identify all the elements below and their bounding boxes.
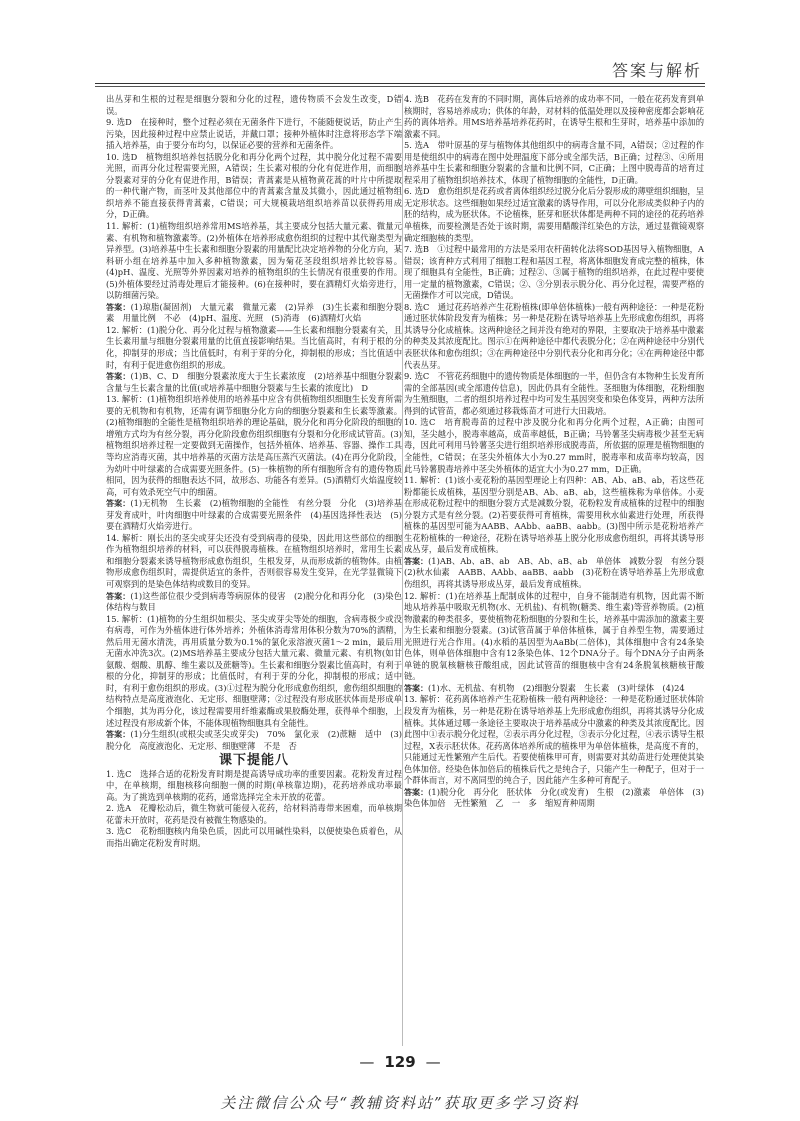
solution-paragraph: 14. 解析：刚长出的茎尖或芽尖还没有受到病毒的侵染，因此用这些部位的细胞作为植物组织培养的材料，可以获得脱毒植株。在植物组织培养时，常用生长素和细胞分裂素来诱导植物形成愈伤组织，生根发芽，从而形成新的植物体。由植物形成愈伤组织时，需提供适宜的条件，否则很容易发生变异，在光学显微镜下可观察到的是染色体结构或数目的变异。 xyxy=(106,532,402,589)
solution-paragraph: 12. 解析：(1)脱分化、再分化过程与植物激素——生长素和细胞分裂素有关，且生长素用量与细胞分裂素用量的比值直接影响结果。当比值高时，有利于根的分化，抑制芽的形成；当比值低时，有利于芽的分化，抑制根的形成；当比值适中时，有利于促进愈伤组织的形成。 xyxy=(106,324,402,370)
header-rule xyxy=(95,83,705,84)
column-divider xyxy=(402,94,403,1046)
solution-paragraph: 15. 解析：(1)植物的分生组织如根尖、茎尖或芽尖等处的细胞，含病毒极少或没有病毒，可作为外植体进行体外培养；外植体消毒常用体积分数为70%的酒精，然后用无菌水清洗，再用质量分数为0.1%的氯化汞溶液灭菌1～2 min，最后用无菌水冲洗3次。(2)MS培养基主要成分包括大量元素、微量元素、有机物(如甘氨酸、烟酸、肌醇、维生素以及蔗糖等)。生长素和细胞分裂素比值高时，有利于根的分化，抑制芽的形成；比值低时，有利于芽的分化，抑制根的形成；适中时，有利于愈伤组织的形成。(3)①过程为脱分化形成愈伤组织，愈伤组织细胞的结构特点是高度液泡化、无定形、细胞壁薄；②过程没有形成胚状体而是形成单个细胞，其为再分化，该过程需要用纤维素酶或果胶酶处理，获得单个细胞，上述过程没有形成新个体，不能体现植物细胞具有全能性。 xyxy=(106,613,402,728)
solution-paragraph: 出丛芽和生根的过程是细胞分裂和分化的过程，遗传物质不会发生改变，D错误。 xyxy=(106,94,402,116)
solution-paragraph: 11. 解析：(1)植物组织培养常用MS培养基，其主要成分包括大量元素、微量元素、有机物和植物激素等。(2)外植体在培养形成愈伤组织的过程中其代谢类型为异养型。(3)培养基中生长素和细胞分裂素的用量配比决定培养物的分化方向，某科研小组在培养基中加入多种植物激素，因为菊花茎段组织培养比较容易。(4)pH、温度、光照等外界因素对培养的植物组织的生长情况有很重要的作用。(5)外植体要经过消毒处理后才能接种。(6)在接种时，要在酒精灯火焰旁进行，以防细菌污染。 xyxy=(106,221,402,301)
solution-paragraph: 2. 选A 花瓣松动后，微生物就可能侵入花药，给材料消毒带来困难，而单核期花蕾未开放时，花药是没有被微生物感染的。 xyxy=(106,803,402,825)
answer-label: 答案： xyxy=(404,683,428,693)
solution-paragraph: 5. 选A 带叶原基的芽与植物体其他组织中的病毒含量不同，A错误；②过程的作用是使组织中的病毒在图中处理温度下部分或全部失活，B正确；过程③、④所用培养基中生长素和细胞分裂素的含量和比例不同，C正确；上图中脱毒苗的培育过程采用了植物组织培养技术，体现了植物细胞的全能性，D正确。 xyxy=(404,140,704,185)
answer-text: (1)这些部位很少受到病毒等病原体的侵害 (2)脱分化和再分化 (3)染色体结构与数目 xyxy=(106,590,402,613)
answer-text: (1)水、无机盐、有机物 (2)细胞分裂素 生长素 (3)叶绿体 (4)24 xyxy=(428,682,685,693)
answer-line xyxy=(106,729,402,752)
answer-label: 答案： xyxy=(106,499,131,509)
answer-label: 答案： xyxy=(404,787,429,797)
solution-paragraph: 12. 解析：(1)在培养基上配制成体的过程中，自身不能制造有机物，因此需不断地从培养基中吸取无机物(水、无机盐)、有机物(糖类、维生素)等营养物质。(2)植物激素的种类很多，要使植物花粉细胞的分裂和生长，培养基中需添加的激素主要为生长素和细胞分裂素。(3)试管苗属于单倍体植株，属于自养型生物，需要通过光照进行光合作用。(4)水稻的基因型为AaBb(二倍体)，其体细胞中含有24条染色体，则单倍体细胞中含有12条染色体、12个DNA分子。每个DNA分子由两条单链的脱氧核糖核苷酸组成，因此试管苗的细胞核中含有24条脱氧核糖核苷酸链。 xyxy=(404,590,704,682)
solution-paragraph: 10. 选D 植物组织培养包括脱分化和再分化两个过程，其中脱分化过程不需要光照，而再分化过程需要光照，A错误；生长素对根的分化有促进作用，而细胞分裂素对芽的分化有促进作用，B错误；青蒿素是从植物黄花蒿的叶片中所提取的一种代谢产物，而茎叶及其他部位中的青蒿素含量及其微小，因此通过植物组织培养不能直接获得青蒿素，C错误；可大规模栽培组织培养苗以获得药用成分，D正确。 xyxy=(106,151,402,220)
solution-paragraph: 13. 解析：(1)植物组织培养使用的培养基中应含有供植物组织细胞生长发育所需要的无机物和有机物，还需有调节细胞分化方向的细胞分裂素和生长素等激素。(2)植物细胞的全能性是植物组织培养的理论基础，脱分化和再分化阶段的细胞的增殖方式均为有丝分裂，再分化阶段愈伤组织细胞有分裂和分化形成试管苗。(3)植物组织培养过程一定要做到无菌操作，包括外植体、培养基、容器、操作工具等均应消毒灭菌，其中培养基的灭菌方法是高压蒸汽灭菌法。(4)在再分化阶段，为幼叶中叶绿素的合成需要光照条件。(5)一株植物的所有细胞所含有的遗传物质相同，因为获得的细胞表达不同，故形态、功能各有差异。(5)酒精灯火焰温度较高，可有效杀死空气中的细菌。 xyxy=(106,394,402,497)
answer-text: (1)脱分化 再分化 胚状体 分化(或发育) 生根 (2)激素 单倍体 (3)染色体加倍 无性繁殖 乙 一 多 缩短育种周期 xyxy=(404,786,704,809)
answer-label: 答案： xyxy=(106,302,131,312)
page-number: — 129 — xyxy=(359,1053,441,1071)
answer-text: (1)无机物 生长素 (2)植物细胞的全能性 有丝分裂 分化 (3)培养基 芽发育成叶，叶肉细胞中叶绿素的合成需要光照条件 (4)基因选择性表达 (5)要在酒精灯火焰旁进行。 xyxy=(106,498,402,532)
answer-line xyxy=(404,683,704,695)
header-rule-thin xyxy=(95,86,705,87)
solution-paragraph: 9. 选C 不管花药细胞中的遗传物质是体细胞的一半，但仍含有本物种生长发育所需的全部基因(或全部遗传信息)，因此仍具有全能性。茎细胞为体细胞，花粉细胞为生殖细胞，二者的组织培养过程中均可发生基因突变和染色体变异，两种方法所得到的试管苗，都必须通过移栽炼苗才可进行大田栽培。 xyxy=(404,371,704,416)
answer-line xyxy=(106,371,402,394)
solution-paragraph: 6. 选D 愈伤组织是花药或者离体组织经过脱分化后分裂形成的薄壁组织细胞，呈无定形状态。这些细胞如果经过适宜激素的诱导作用，可以分化形成类似种子内的胚的结构，成为胚状体。不论植株，胚芽和胚状体都是两种不同的途径的花药培养单植株，而要检测是否处于该时期，需要用醋酸洋红染色的方法，通过显微镜观察确定细胞核的类型。 xyxy=(404,186,704,243)
answer-text: (1)分生组织(或根尖或茎尖或芽尖) 70% 氯化汞 (2)蔗糖 适中 (3)脱分化 高度液泡化、无定形、细胞壁薄 不是 否 xyxy=(106,729,402,751)
solution-paragraph: 13. 解析：花药离体培养产生花粉植株一般有两种途径：一种是花粉通过胚状体阶段发育为植株，另一种是花粉在诱导培养基上先形成愈伤组织，再将其诱导分化成植株。其体通过哪一条途径主要取决于培养基成分中激素的种类及其浓度配比。因此图中①表示脱分化过程，②表示再分化过程，③表示分化过程，④表示诱导生根过程，X表示胚状体。花药离体培养所成的植株甲为单倍体植株，是高度不育的，只能通过无性繁殖产生后代。若要使植株甲可育，则需要对其幼苗进行处理使其染色体加倍。经染色体加倍后的植株后代之是纯合子，只能产生一种配子，但对于一个群体而言，对不离同型的纯合子，因此能产生多种可育配子。 xyxy=(404,694,704,786)
answer-label: 答案： xyxy=(106,372,131,382)
solution-paragraph: 9. 选D 在接种时，整个过程必须在无菌条件下进行，不能随便说话，防止产生污染，因此接种过程中应禁止说话，并戴口罩；接种外植体时注意将形态学下端插入培养基，由于要分布均匀，以保证必要的营养和无菌条件。 xyxy=(106,117,402,151)
answer-text: (1)琼脂(凝固剂) 大量元素 微量元素 (2)异养 (3)生长素和细胞分裂素 用量比例 不必 (4)pH、温度、光照 (5)消毒 (6)酒精灯火焰 xyxy=(106,301,402,324)
solution-paragraph: 7. 选B ①过程中最常用的方法是采用农杆菌转化法将SOD基因导入植物细胞，A错误；该育种方式利用了细胞工程和基因工程，将离体细胞发育成完整的植株，体现了细胞具有全能性，B正确；过程②、③属于植物的组织培养，在此过程中要使用一定量的植物激素，C错误；②、③分别表示脱分化、再分化过程，需要严格的无菌操作才可以完成，D错误。 xyxy=(404,244,704,301)
right-column xyxy=(404,94,704,1046)
section-title: 课下提能八 xyxy=(218,753,289,769)
solution-paragraph: 1. 选C 选择合适的花粉发育时期是提高诱导成功率的重要因素。花粉发育过程中，在单核期，细胞核移向细胞一侧的时期(单核靠边期)，花药培养成功率最高。为了挑选到单核期的花药，通常选择完全未开放的花蕾。 xyxy=(106,768,402,802)
answer-line xyxy=(106,498,402,533)
solution-paragraph: 11. 解析：(1)该小麦花粉的基因型理论上有四种：AB、Ab、aB、ab，若这些花粉都能长成植株，基因型分别是AB、Ab、aB、ab，这些植株称为单倍体。小麦在形成花粉过程中的细胞分裂方式是减数分裂，花粉粒发育成植株的过程中的细胞分裂方式是有丝分裂。(2)若要获得可育植株，需要用秋水仙素进行处理，所获得植株的基因型可能为AABB、AAbb、aaBB、aabb。(3)图中所示是花粉培养产生花粉植株的一种途径，花粉在诱导培养基上脱分化形成愈伤组织，再将其诱导形成丛芽，最后发育成植株。 xyxy=(404,475,704,555)
solution-paragraph: 10. 选C 培育脱毒苗的过程中涉及脱分化和再分化两个过程，A正确；由图可知，茎尖越小，脱毒率越高，成苗率越低，B正确；马铃薯茎尖病毒极少甚至无病毒，因此可利用马铃薯茎尖进行组织培养形成脱毒苗，所依据的原理是植物细胞的全能性，C错误；在茎尖外植体大小为0.27 mm时，脱毒率和成苗率均较高，因此马铃薯脱毒培养中茎尖外植体的适宜大小为0.27 mm，D正确。 xyxy=(404,417,704,474)
section-header-title: 答案与解析 xyxy=(611,61,702,80)
answer-line xyxy=(404,787,704,810)
answer-text: (1)AB、Ab、aB、ab AB、Ab、aB、ab 单倍体 减数分裂 有丝分裂 (2)秋水仙素 AABB、AAbb、aaBB、aabb (3)花粉在诱导培养基上先形成愈伤组织，再将其诱导形成丛芽，最后发育成植株。 xyxy=(404,555,704,589)
footer-promo: 关注微信公众号“教辅资料站”获取更多学习资料 xyxy=(220,1094,580,1112)
left-column xyxy=(106,94,402,1046)
answer-line xyxy=(106,591,402,614)
solution-paragraph: 3. 选C 花粉细胞核内角染色质，因此可以用碱性染料，以便使染色质着色，从而指出确定花粉发育时期。 xyxy=(106,826,402,848)
answer-label: 答案： xyxy=(106,591,131,601)
solution-paragraph: 4. 选B 花药在发育的不同时期，离体后培养的成功率不同，一般在花药发育到单核期时，容易培养成功；供体的年龄，对材料的低温处理以及接种密度都会影响花药的离体培养。用MS培养基培养花药时，在诱导生根和生芽时，培养基中添加的激素不同。 xyxy=(404,94,704,139)
page-number-value: 129 xyxy=(384,1053,416,1071)
answer-label: 答案： xyxy=(106,730,131,740)
answer-text: (1)B、C、D 细胞分裂素浓度大于生长素浓度 (2)培养基中细胞分裂素含量与生长素含量的比值(或培养基中细胞分裂素与生长素的浓度比) D xyxy=(106,371,402,393)
answer-line xyxy=(106,302,402,325)
solution-paragraph: 8. 选C 通过花药培养产生花粉植株(即单倍体植株)一般有两种途径：一种是花粉通过胚状体阶段发育为植株；另一种是花粉在诱导培养基上先形成愈伤组织，再将其诱导分化成植株。这两种途径之间并没有绝对的界限，主要取决于培养基中激素的种类及其浓度配比。图示①在两种途径中都代表脱分化；②在两种途径中分别代表胚状体和愈伤组织；③在两种途径中分别代表分化和再分化；④在两种途径中都代表丛芽。 xyxy=(404,301,704,370)
answer-line xyxy=(404,556,704,591)
answer-label: 答案： xyxy=(404,556,429,566)
